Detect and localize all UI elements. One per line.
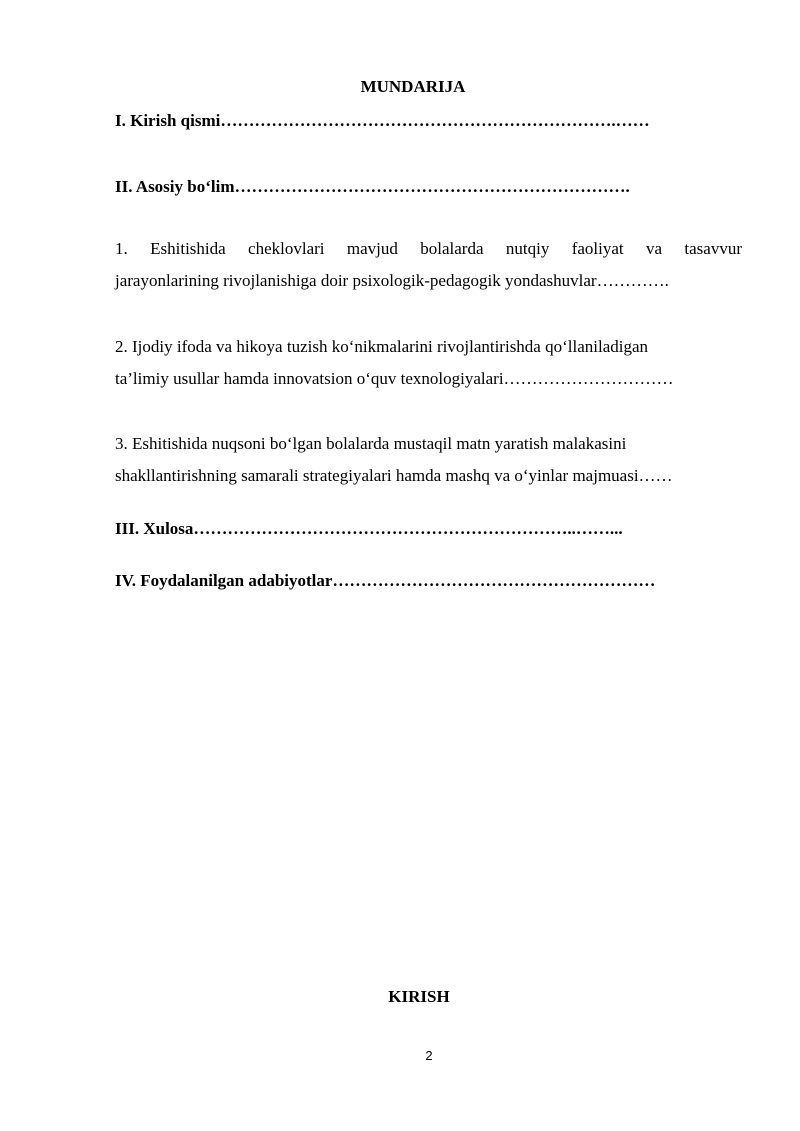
page-title: MUNDARIJA — [360, 77, 466, 96]
toc-entry-item-2-line-2: ta’limiy usullar hamda innovatsion o‘quv texnologiyalari………………………… — [115, 369, 674, 388]
toc-entry-intro: I. Kirish qismi…………………………………………………………….…… — [115, 111, 650, 130]
toc-entry-main-part: II. Asosiy bo‘lim……………………………………………………………. — [115, 177, 630, 196]
toc-entry-item-1 — [115, 233, 742, 297]
page-number: 2 — [425, 1048, 433, 1063]
toc-entry-item-1-line-2: jarayonlarining rivojlanishiga doir psixologik-pedagogik yondashuvlar…………. — [115, 271, 669, 290]
toc-entry-references: IV. Foydalanilgan adabiyotlar………………………………………………… — [115, 571, 656, 590]
toc-entry-item-2-line-1: 2. Ijodiy ifoda va hikoya tuzish ko‘nikmalarini rivojlantirishda qo‘llaniladigan — [115, 337, 649, 356]
toc-entry-item-2 — [115, 331, 742, 395]
toc-entry-item-1-line-1: 1. Eshitishida cheklovlari mavjud bolalarda nutqiy faoliyat va tasavvur — [115, 239, 742, 258]
toc-entry-conclusion: III. Xulosa…………………………………………………………..……... — [115, 519, 623, 538]
section-heading-kirish: KIRISH — [388, 987, 450, 1006]
toc-entry-item-3-line-1: 3. Eshitishida nuqsoni bo‘lgan bolalarda mustaqil matn yaratish malakasini — [115, 434, 627, 453]
toc-entry-item-3-line-2: shakllantirishning samarali strategiyalari hamda mashq va o‘yinlar majmuasi…… — [115, 466, 673, 485]
toc-entry-item-3 — [115, 428, 742, 492]
